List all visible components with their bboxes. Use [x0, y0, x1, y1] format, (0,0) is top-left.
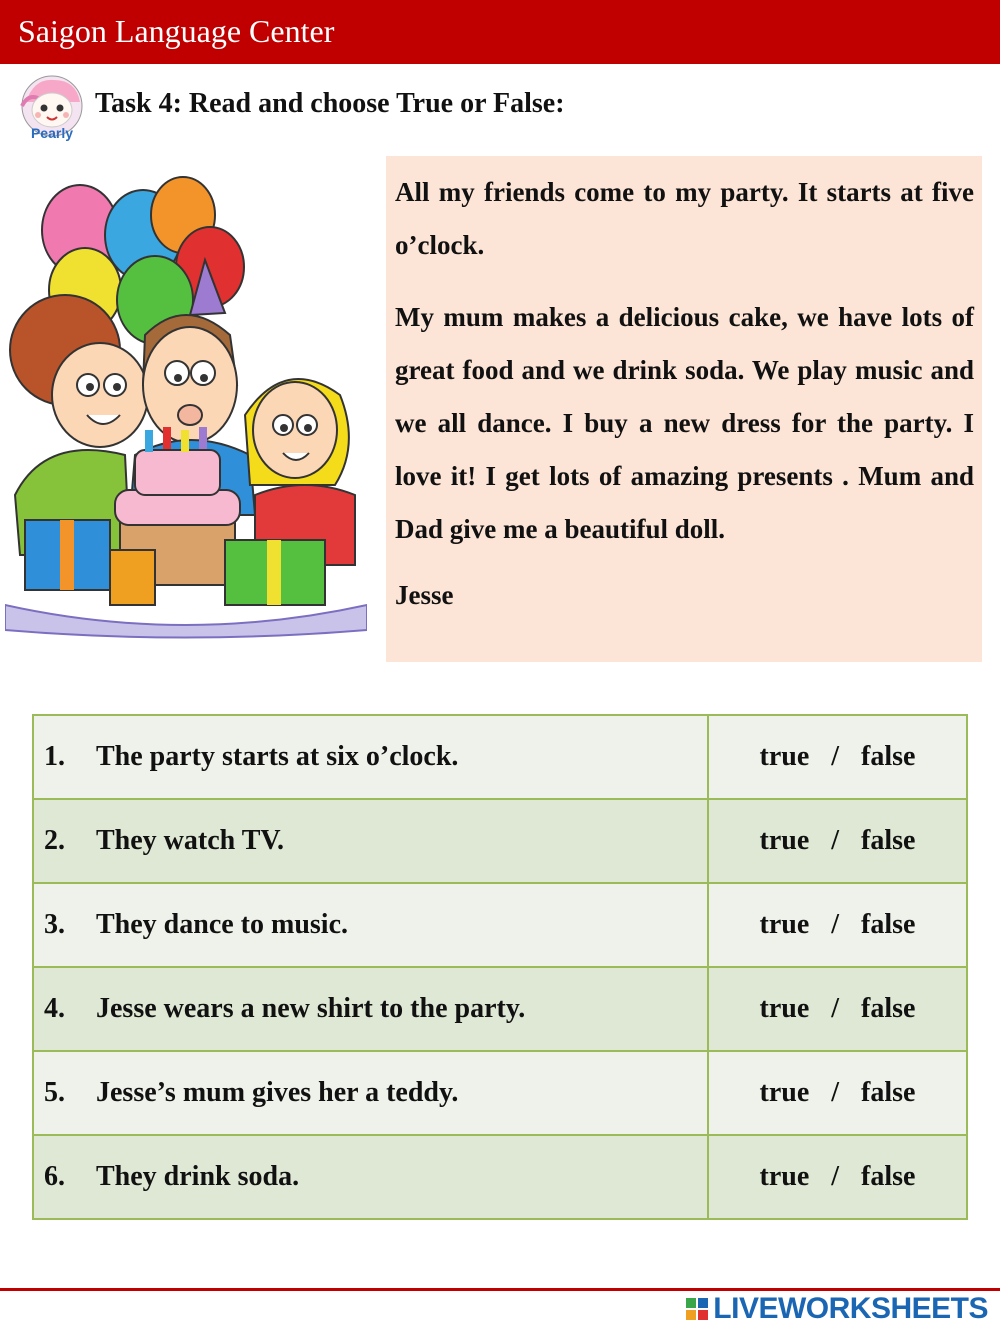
- birthday-party-illustration: [5, 175, 367, 640]
- question-row: [33, 1051, 967, 1135]
- logo-text: Pearly: [30, 125, 74, 141]
- question-text: They dance to music.: [96, 909, 348, 940]
- question-row: [33, 715, 967, 799]
- true-option[interactable]: true: [759, 909, 810, 940]
- liveworksheets-brand: [685, 1292, 988, 1326]
- reading-paragraph-1: All my friends come to my party. It starts at five o’clock.: [395, 177, 974, 260]
- question-text: Jesse wears a new shirt to the party.: [96, 993, 526, 1024]
- false-option[interactable]: false: [861, 825, 916, 856]
- liveworksheets-logo-icon: [685, 1297, 709, 1321]
- question-number: 1.: [44, 741, 65, 772]
- answer-cell: [708, 883, 967, 967]
- footer-divider: [0, 1288, 1000, 1291]
- false-option[interactable]: false: [861, 1161, 916, 1192]
- pearly-logo-icon: [14, 72, 90, 144]
- false-option[interactable]: false: [861, 909, 916, 940]
- question-cell: [33, 715, 708, 799]
- question-number: 2.: [44, 825, 65, 856]
- reading-passage: [386, 156, 982, 662]
- header-title: Saigon Language Center: [18, 13, 335, 49]
- question-row: [33, 799, 967, 883]
- question-cell: [33, 883, 708, 967]
- false-option[interactable]: false: [861, 741, 916, 772]
- true-option[interactable]: true: [759, 1077, 810, 1108]
- reading-signature: Jesse: [395, 580, 454, 610]
- liveworksheets-text: LIVEWORKSHEETS: [713, 1292, 988, 1325]
- question-text: They drink soda.: [96, 1161, 300, 1192]
- true-option[interactable]: true: [759, 1161, 810, 1192]
- option-separator: /: [831, 825, 840, 856]
- question-number: 5.: [44, 1077, 65, 1108]
- question-number: 6.: [44, 1161, 65, 1192]
- answer-cell: [708, 1135, 967, 1219]
- true-option[interactable]: true: [759, 741, 810, 772]
- false-option[interactable]: false: [861, 1077, 916, 1108]
- question-row: [33, 883, 967, 967]
- true-option[interactable]: true: [759, 825, 810, 856]
- answer-cell: [708, 799, 967, 883]
- question-cell: [33, 1051, 708, 1135]
- reading-paragraph-2: My mum makes a delicious cake, we have lots of great food and we drink soda. We play music and we all dance. I buy a new dress for the party. I love it! I get lots of amazing presents . Mum and Dad give me a beautiful doll.: [395, 302, 974, 544]
- option-separator: /: [831, 741, 840, 772]
- questions-table: [32, 714, 968, 1220]
- false-option[interactable]: false: [861, 993, 916, 1024]
- option-separator: /: [831, 993, 840, 1024]
- question-text: Jesse’s mum gives her a teddy.: [96, 1077, 459, 1108]
- question-cell: [33, 967, 708, 1051]
- option-separator: /: [831, 1161, 840, 1192]
- true-option[interactable]: true: [759, 993, 810, 1024]
- question-number: 3.: [44, 909, 65, 940]
- question-number: 4.: [44, 993, 65, 1024]
- header-bar: [0, 0, 1000, 64]
- answer-cell: [708, 967, 967, 1051]
- task-title: Task 4: Read and choose True or False:: [95, 88, 565, 119]
- question-cell: [33, 1135, 708, 1219]
- question-text: The party starts at six o’clock.: [96, 741, 459, 772]
- answer-cell: [708, 715, 967, 799]
- question-row: [33, 967, 967, 1051]
- question-row: [33, 1135, 967, 1219]
- option-separator: /: [831, 1077, 840, 1108]
- question-cell: [33, 799, 708, 883]
- question-text: They watch TV.: [96, 825, 285, 856]
- answer-cell: [708, 1051, 967, 1135]
- option-separator: /: [831, 909, 840, 940]
